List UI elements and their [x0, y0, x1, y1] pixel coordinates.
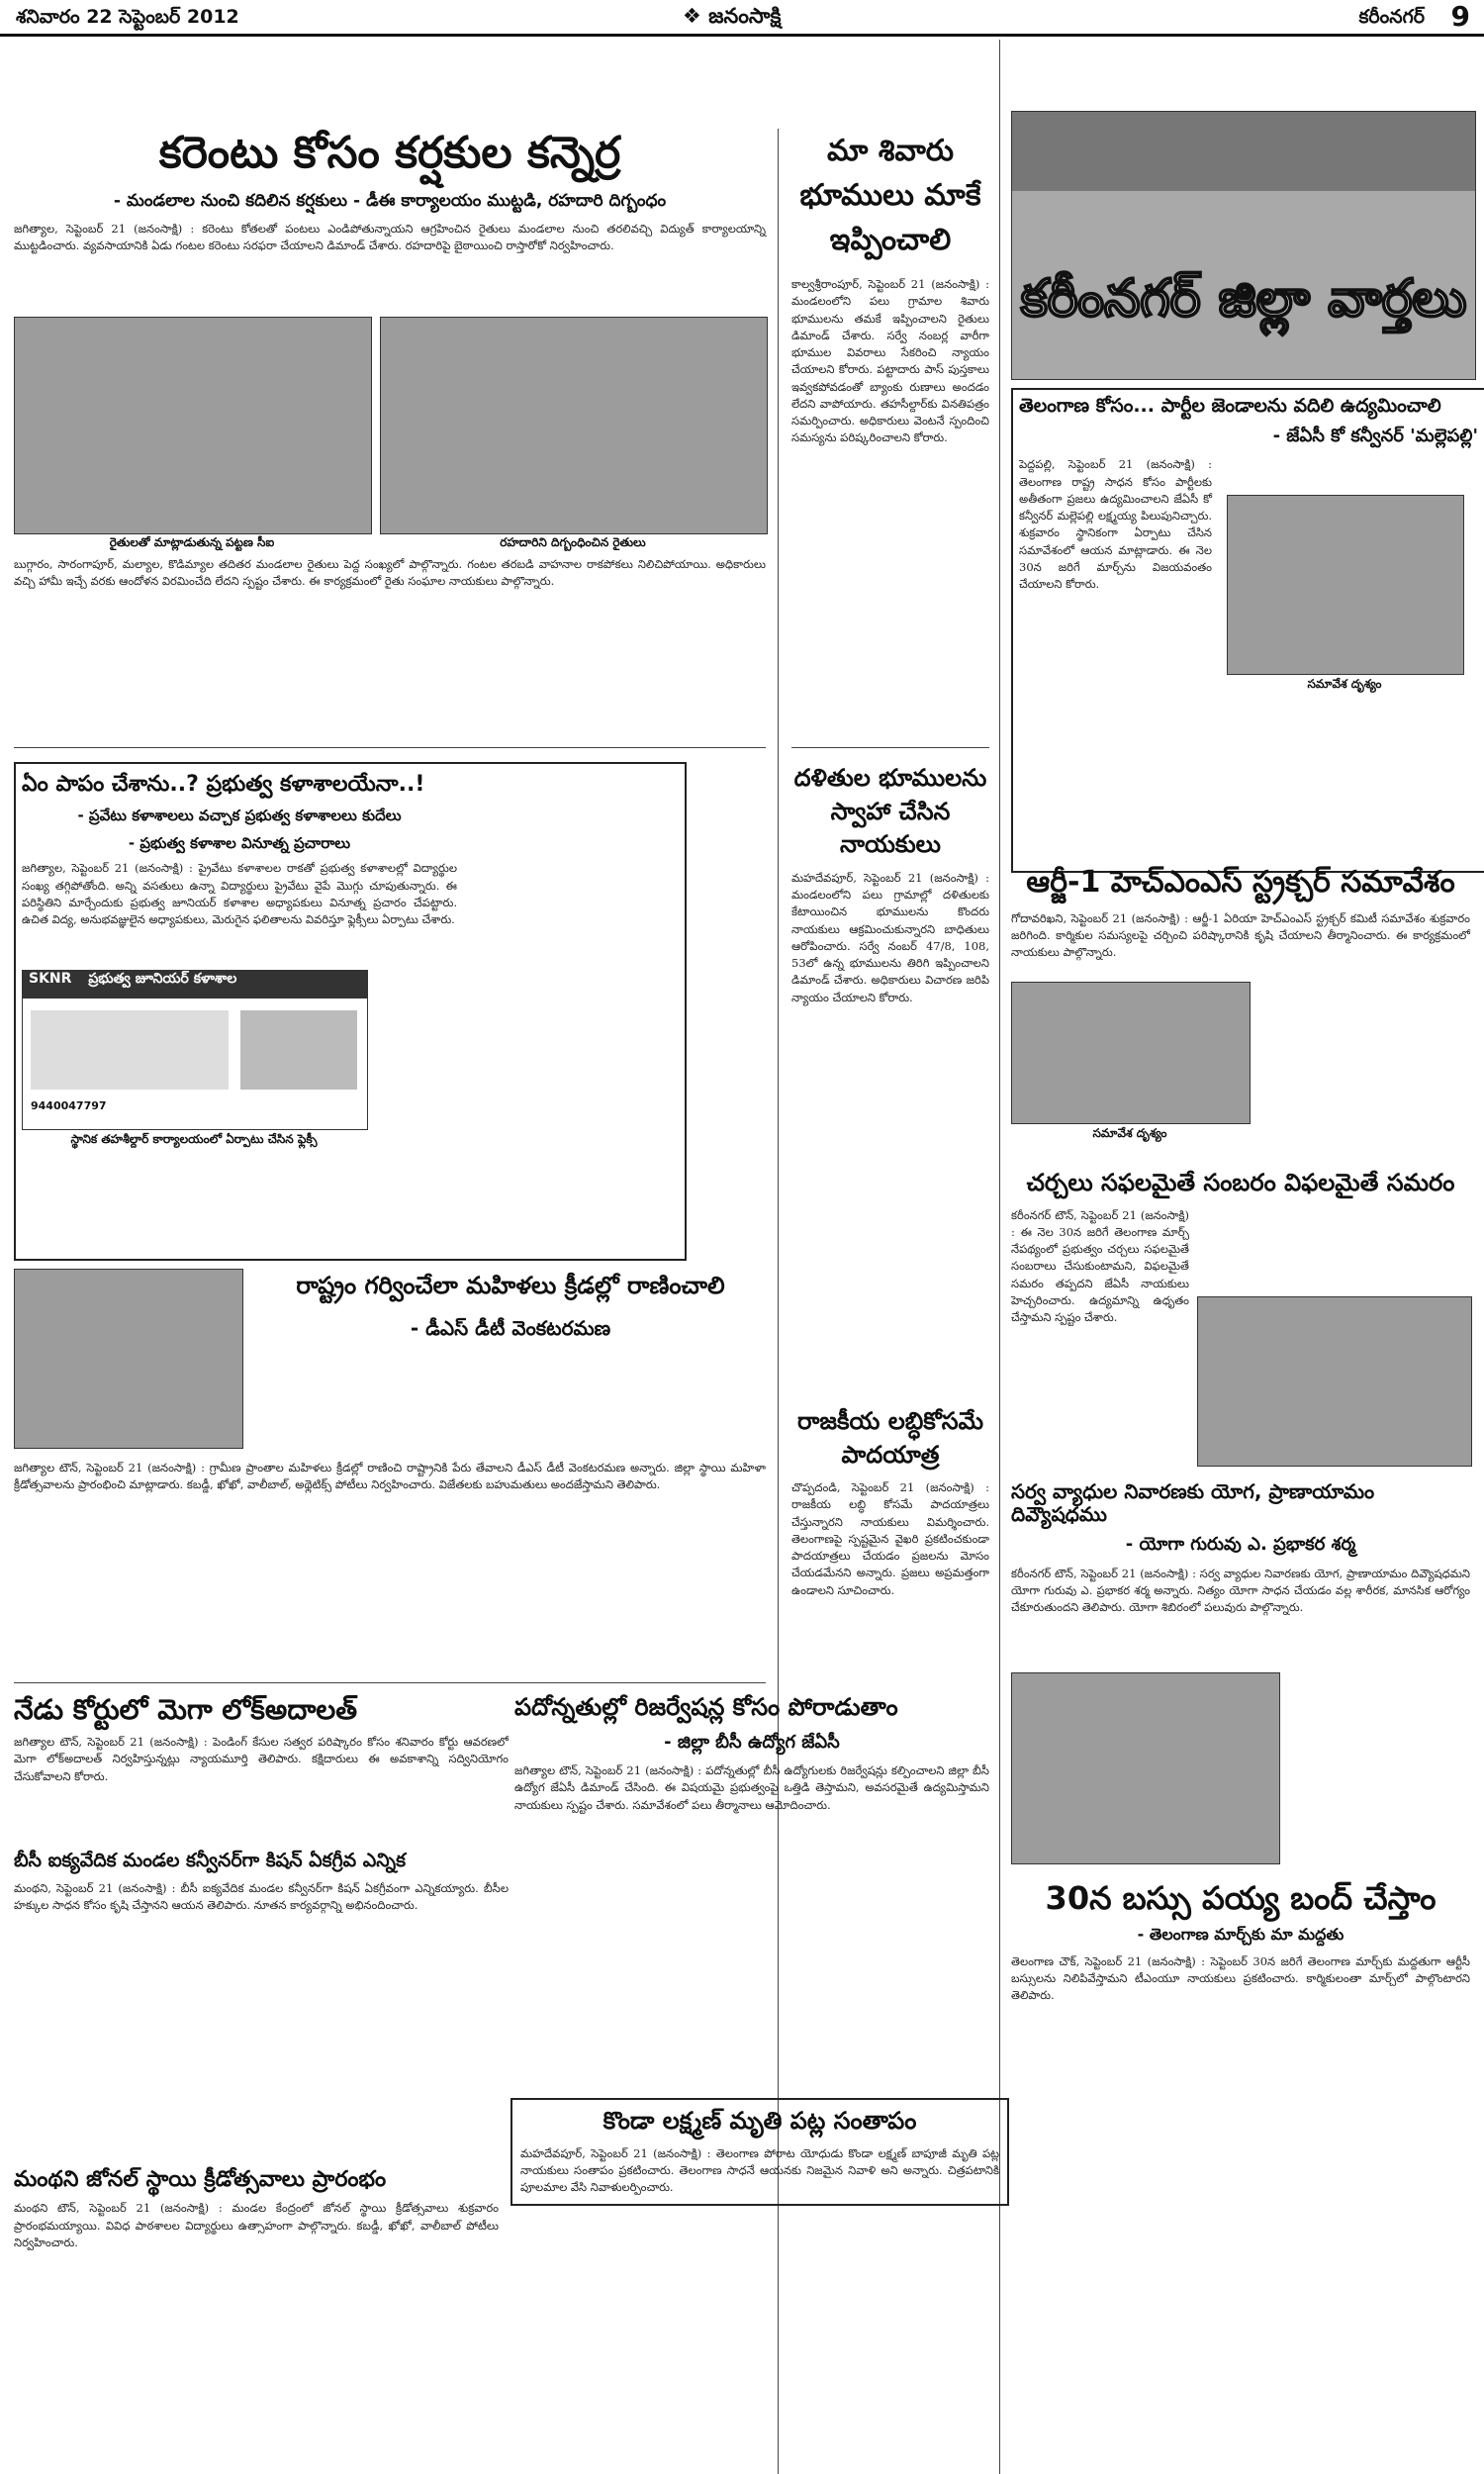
district-banner — [1011, 111, 1476, 380]
lok-adalat-story — [14, 1694, 509, 1785]
yoga-subhead: - యోగా గురువు ఎ. ప్రభాకర శర్మ — [1125, 1534, 1356, 1555]
lok-adalat-body: జగిత్యాల టౌన్, సెప్టెంబర్ 21 (జనంసాక్షి) : పెండింగ్ కేసుల సత్వర పరిష్కారం కోసం శనివారం కోర్టు ఆవరణలో మెగా లోక్‌అదాలత్ నిర్వహిస్తున్నట్లు న్యాయమూర్తి తెలిపారు. కక్షిదారులు ఈ అవకాశాన్ని సద్వినియోగం చేసుకోవాలని కోరారు. — [14, 1735, 509, 1783]
photo-caption: స్థానిక తహశీల్దార్ కార్యాలయంలో ఏర్పాటు చేసిన ఫ్లెక్సీ — [70, 1132, 318, 1146]
college-sub1: - ప్రవేటు కళాశాలలు వచ్చాక ప్రభుత్వ కళాశాలలు కుదేలు — [77, 807, 402, 825]
padayatra-headline: రాజకీయ లబ్ధికోసమే పాదయాత్ర — [796, 1407, 984, 1469]
yoga-body: కరీంనగర్ టౌన్, సెప్టెంబర్ 21 (జనంసాక్షి) : సర్వ వ్యాధుల నివారణకు యోగ, ప్రాణాయామం దివ్యౌషధమని యోగా గురువు ఎ. ప్రభాకర శర్మ అన్నారు. నిత్యం యోగా సాధన చేయడం వల్ల శారీరక, మానసిక ఆరోగ్యం చేకూరుతుందని తెలిపారు. యోగా శిబిరంలో పలువురు పాల్గొన్నారు. — [1011, 1566, 1470, 1615]
section-divider — [14, 747, 766, 748]
flexi-logo-text: SKNR — [29, 971, 72, 987]
march30-story — [1011, 1880, 1470, 2005]
padayatra-body: చొప్పదండి, సెప్టెంబర్ 21 (జనంసాక్షి) : రాజకీయ లబ్ధి కోసమే పాదయాత్రలు చేస్తున్నారని నాయకులు విమర్శించారు. తెలంగాణపై స్పష్టమైన వైఖరి ప్రకటించకుండా పాదయాత్రలు చేయడం ప్రజలను మోసం చేయడమేనని అన్నారు. ప్రజలు అప్రమత్తంగా ఉండాలని సూచించారు. — [791, 1480, 989, 1597]
sports-photo — [14, 1269, 243, 1449]
shivaru-headline: మా శివారు భూములు మాకే ఇప్పించాలి — [799, 134, 981, 257]
reservation-subhead: - జిల్లా బీసీ ఉద్యోగ జేఏసీ — [664, 1731, 840, 1753]
talks-headline: చర్చలు సఫలమైతే సంబరం విఫలమైతే సమరం — [1026, 1169, 1455, 1196]
district-banner-title: కరీంనగర్ జిల్లా వార్తలు — [1020, 269, 1467, 329]
lamp-icon: ❖ — [683, 4, 701, 28]
flexi-banner-header — [23, 971, 367, 999]
march30-subhead: - తెలంగాణ మార్చ్‌కు మా మద్దతు — [1137, 1924, 1345, 1944]
talks-photo — [1197, 1296, 1472, 1467]
dalit-story — [791, 762, 989, 1006]
edition-place: కరీంనగర్ — [1358, 6, 1425, 28]
sports-women-story — [253, 1273, 768, 1340]
lead-headline: కరెంటు కోసం కర్షకుల కన్నెర్ర — [158, 128, 621, 178]
reservation-story — [514, 1694, 989, 1814]
talks-body: కరీంనగర్ టౌన్, సెప్టెంబర్ 21 (జనంసాక్షి) : ఈ నెల 30న జరిగే తెలంగాణ మార్చ్ నేపథ్యంలో ప్రభుత్వం చర్చలు సఫలమైతే సంబరాలు చేసుకుంటామని, విఫలమైతే సమరం తప్పదని జేఏసీ నాయకులు హెచ్చరించారు. ఉద్యమాన్ని ఉధృతం చేస్తామని స్పష్టం చేశారు. — [1011, 1207, 1189, 1325]
section-divider — [791, 747, 989, 748]
shivaru-story — [791, 129, 989, 447]
shivaru-body: కాల్వశ్రీరాంపూర్, సెప్టెంబర్ 21 (జనంసాక్షి) : మండలంలోని పలు గ్రామాల శివారు భూములను తమకే ఇప్పించాలని రైతులు డిమాండ్ చేశారు. సర్వే నంబర్ల వారీగా భూముల వివరాలు సేకరించి న్యాయం చేయాలని కోరారు. పట్టాదారు పాస్ పుస్తకాలు ఇవ్వకపోవడంతో బ్యాంకు రుణాలు అందడం లేదని వాపోయారు. తహసీల్దార్‌కు వినతిపత్రం సమర్పించారు. అధికారులు వెంటనే స్పందించి సమస్యను పరిష్కరించాలని కోరారు. — [791, 277, 989, 445]
college-flexi-photo — [22, 970, 368, 1130]
konda-story — [510, 2098, 1009, 2206]
brand-name: జనంసాక్షి — [708, 4, 782, 28]
college-body: జగిత్యాల, సెప్టెంబర్ 21 (జనంసాక్షి) : ప్రైవేటు కళాశాలల రాకతో ప్రభుత్వ కళాశాలల్లో విద్యార్థుల సంఖ్య తగ్గిపోతోంది. అన్ని వసతులు ఉన్నా విద్యార్థులు ప్రైవేటు వైపే మొగ్గు చూపుతున్నారు. ఈ పరిస్థితిని మార్చేందుకు ప్రభుత్వ జూనియర్ కళాశాల అధ్యాపకులు వినూత్న ప్రచారం చేపట్టారు. ఉచిత విద్య, అనుభవజ్ఞులైన అధ్యాపకులు, మెరుగైన ఫలితాలను వివరిస్తూ ఫ్లెక్సీలు ఏర్పాటు చేశారు. — [22, 861, 457, 927]
dalit-body: మహదేవపూర్, సెప్టెంబర్ 21 (జనంసాక్షి) : మండలంలోని పలు గ్రామాల్లో దళితులకు కేటాయించిన భూములను కొందరు నాయకులు ఆక్రమించుకున్నారని బాధితులు ఆరోపించారు. సర్వే నంబర్ 47/8, 108, 53లో ఉన్న భూములను తిరిగి ఇప్పించాలని డిమాండ్ చేశారు. అధికారులు విచారణ జరిపి న్యాయం చేయాలని కోరారు. — [791, 870, 989, 1004]
college-sub2: - ప్రభుత్వ కళాశాల వినూత్న ప్రచారాలు — [128, 834, 351, 853]
flags-headline: తెలంగాణ కోసం... పార్టీల జెండాలను వదిలి ఉద్యమించాలి — [1019, 395, 1441, 417]
farmers-photo-1 — [14, 317, 372, 534]
lead-story — [14, 129, 766, 254]
lead-body-top: జగిత్యాల, సెప్టెంబర్ 21 (జనంసాక్షి) : కరెంటు కోతలతో పంటలు ఎండిపోతున్నాయని ఆగ్రహించిన రైతులు మండలాల నుంచి తరలివచ్చి విద్యుత్ కార్యాలయాన్ని ముట్టడించారు. వ్యవసాయానికి ఏడు గంటల కరెంటు సరఫరా చేయాలని డిమాండ్ చేశారు. రహదారిపై బైఠాయించి రాస్తారోకో నిర్వహించారు. — [14, 221, 766, 253]
section-divider — [14, 1682, 766, 1683]
yoga-story — [1011, 1480, 1470, 1616]
issue-date: శనివారం 22 సెప్టెంబర్ 2012 — [16, 6, 239, 28]
yoga-headline: సర్వ వ్యాధుల నివారణకు యోగ, ప్రాణాయామం దివ్యౌషధము — [1011, 1479, 1375, 1526]
march30-headline: 30న బస్సు పయ్య బంద్ చేస్తాం — [1045, 1879, 1437, 1917]
flexi-title: ప్రభుత్వ జూనియర్ కళాశాల — [88, 971, 237, 987]
meeting-photo — [1227, 495, 1464, 675]
gate-silhouette — [1012, 112, 1475, 191]
lok-adalat-headline: నేడు కోర్టులో మెగా లోక్‌అదాలత్ — [14, 1693, 358, 1726]
dalit-headline: దళితుల భూములను స్వాహా చేసిన నాయకులు — [793, 764, 987, 859]
photo-caption: సమావేశ దృశ్యం — [1307, 677, 1382, 691]
page-header — [0, 0, 1484, 37]
photo-caption: సమావేశ దృశ్యం — [1092, 1126, 1167, 1140]
hms-body: గోదావరిఖని, సెప్టెంబర్ 21 (జనంసాక్షి) : ఆర్జీ-1 ఏరియా హెచ్‌ఎంఎస్ స్ట్రక్చర్ కమిటీ సమావేశం శుక్రవారం జరిగింది. కార్మికుల సమస్యలపై చర్చించి పరిష్కారానికి కృషి చేయాలని తీర్మానించారు. ఈ కార్యక్రమంలో నాయకులు పాల్గొన్నారు. — [1011, 910, 1470, 959]
zonal-sports-story — [14, 2167, 499, 2251]
photo-caption: రైతులతో మాట్లాడుతున్న పట్టణ సీఐ — [109, 535, 275, 549]
college-headline: ఏం పాపం చేశాను..? ప్రభుత్వ కళాశాలయేనా..! — [22, 772, 425, 797]
yoga-photo — [1011, 1672, 1280, 1864]
flexi-portrait — [240, 1010, 357, 1090]
flags-body: పెద్దపల్లి, సెప్టెంబర్ 21 (జనంసాక్షి) : తెలంగాణ రాష్ట్ర సాధన కోసం పార్టీలకు అతీతంగా ప్రజలు ఉద్యమించాలని జేఏసీ కో కన్వీనర్ మల్లెపల్లి లక్ష్మయ్య పిలుపునిచ్చారు. శుక్రవారం స్థానికంగా ఏర్పాటు చేసిన సమావేశంలో ఆయన మాట్లాడారు. ఈ నెల 30న జరిగే మార్చ్‌ను విజయవంతం చేయాలని కోరారు. — [1019, 457, 1212, 592]
flexi-phone: 9440047797 — [31, 1099, 107, 1112]
lead-body-bottom: బుగ్గారం, సారంగాపూర్, మల్యాల, కొడిమ్యాల తదితర మండలాల రైతులు పెద్ద సంఖ్యలో పాల్గొన్నారు. గంటల తరబడి వాహనాల రాకపోకలు నిలిచిపోయాయి. అధికారులు వచ్చి హామీ ఇచ్చే వరకు ఆందోళన విరమించేది లేదని స్పష్టం చేశారు. ఈ కార్యక్రమంలో రైతు సంఘాల నాయకులు పాల్గొన్నారు. — [14, 557, 766, 589]
reservation-body: జగిత్యాల టౌన్, సెప్టెంబర్ 21 (జనంసాక్షి) : పదోన్నతుల్లో బీసీ ఉద్యోగులకు రిజర్వేషన్లు కల్పించాలని జిల్లా బీసీ ఉద్యోగ జేఏసీ డిమాండ్ చేసింది. ఈ విషయమై ప్రభుత్వంపై ఒత్తిడి తెస్తామని, అవసరమైతే ఉద్యమిస్తామని నాయకులు స్పష్టం చేశారు. సమావేశంలో పలు తీర్మానాలు ఆమోదించారు. — [514, 1763, 989, 1812]
konda-body: మహదేవపూర్, సెప్టెంబర్ 21 (జనంసాక్షి) : తెలంగాణ పోరాట యోధుడు కొండా లక్ష్మణ్ బాపూజీ మృతి పట్ల నాయకులు సంతాపం ప్రకటించారు. తెలంగాణ సాధనే ఆయనకు నిజమైన నివాళి అని అన్నారు. చిత్రపటానికి పూలమాల వేసి నివాళులర్పించారు. — [520, 2145, 999, 2195]
page-number: 9 — [1450, 0, 1470, 33]
hms-photo — [1011, 982, 1251, 1124]
march30-body: తెలంగాణ చౌక్, సెప్టెంబర్ 21 (జనంసాక్షి) : సెప్టెంబర్ 30న జరిగే తెలంగాణ మార్చ్‌కు మద్దతుగా ఆర్టీసీ బస్సులను నిలిపివేస్తామని టీఎంయూ నాయకులు ప్రకటించారు. కార్మికులంతా మార్చ్‌లో పాల్గొంటారని తెలిపారు. — [1011, 1953, 1470, 2003]
hms-story — [1011, 866, 1470, 961]
hms-headline: ఆర్జీ-1 హెచ్‌ఎంఎస్ స్ట్రక్చర్ సమావేశం — [1026, 865, 1455, 900]
bc-body: మంథని, సెప్టెంబర్ 21 (జనంసాక్షి) : బీసీ ఐక్యవేదిక మండల కన్వీనర్‌గా కిషన్ ఏకగ్రీవంగా ఎన్నికయ్యారు. బీసీల హక్కుల సాధన కోసం కృషి చేస్తానని ఆయన తెలిపారు. నూతన కార్యవర్గాన్ని అభినందించారు. — [14, 1880, 509, 1913]
masthead-brand — [683, 4, 782, 34]
flexi-details — [31, 1010, 229, 1090]
photo-caption: రహదారిని దిగ్బంధించిన రైతులు — [500, 535, 646, 549]
reservation-headline: పదోన్నతుల్లో రిజర్వేషన్ల కోసం పోరాడుతాం — [514, 1693, 898, 1721]
sports-headline: రాష్ట్రం గర్వించేలా మహిళలు క్రీడల్లో రాణించాలి — [296, 1272, 725, 1299]
lead-subhead: - మండలాల నుంచి కదిలిన కర్షకులు - డీఈ కార్యాలయం ముట్టడి, రహదారి దిగ్బంధం — [113, 190, 667, 211]
zonal-headline: మంథని జోనల్ స్థాయి క్రీడోత్సవాలు ప్రారంభం — [14, 2167, 387, 2192]
sports-subhead: - డీఎస్ డీటీ వెంకటరమణ — [410, 1315, 611, 1340]
sports-body: జగిత్యాల టౌన్, సెప్టెంబర్ 21 (జనంసాక్షి) : గ్రామీణ ప్రాంతాల మహిళలు క్రీడల్లో రాణించి రాష్ట్రానికి పేరు తేవాలని డీఎస్ డీటీ వెంకటరమణ అన్నారు. జిల్లా స్థాయి మహిళా క్రీడోత్సవాలను ప్రారంభించి మాట్లాడారు. కబడ్డీ, ఖోఖో, వాలీబాల్, అథ్లెటిక్స్ పోటీలు నిర్వహించారు. విజేతలకు బహుమతులు అందజేస్తామని తెలిపారు. — [14, 1461, 766, 1492]
bc-headline: బీసీ ఐక్యవేదిక మండల కన్వీనర్‌గా కిషన్ ఏకగ్రీవ ఎన్నిక — [14, 1850, 407, 1871]
flags-subhead: - జేఏసీ కో కన్వీనర్ 'మల్లెపల్లి' — [1272, 425, 1478, 446]
bc-convener-story — [14, 1851, 509, 1914]
farmers-photo-2 — [380, 317, 768, 534]
zonal-body: మంథని టౌన్, సెప్టెంబర్ 21 (జనంసాక్షి) : మండల కేంద్రంలో జోనల్ స్థాయి క్రీడోత్సవాలు శుక్రవారం ప్రారంభమయ్యాయి. వివిధ పాఠశాలల విద్యార్థులు ఉత్సాహంగా పాల్గొన్నారు. కబడ్డీ, ఖోఖో, వాలీబాల్ పోటీలు నిర్వహించారు. — [14, 2201, 499, 2249]
konda-headline: కొండా లక్ష్మణ్ మృతి పట్ల సంతాపం — [603, 2107, 917, 2135]
padayatra-story — [791, 1405, 989, 1599]
